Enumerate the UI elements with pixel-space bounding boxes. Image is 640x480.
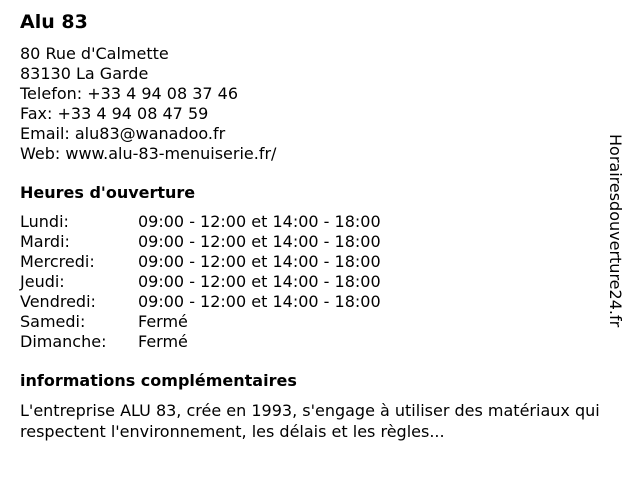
info-text: L'entreprise ALU 83, crée en 1993, s'engage à utiliser des matériaux qui respectent l'environnement, les délais et les règles...	[20, 401, 600, 441]
business-name: Alu 83	[20, 11, 88, 33]
hours-day: Mercredi:	[20, 252, 95, 271]
web-line[interactable]: Web: www.alu-83-menuiserie.fr/	[20, 144, 277, 163]
hours-day: Jeudi:	[20, 272, 65, 291]
hours-row	[20, 232, 640, 252]
hours-row	[20, 292, 640, 312]
address-street: 80 Rue d'Calmette	[20, 44, 169, 63]
address-city: 83130 La Garde	[20, 64, 149, 83]
brand-watermark: Horairesdouverture24.fr	[606, 134, 625, 328]
hours-heading: Heures d'ouverture	[20, 183, 196, 202]
hours-day: Mardi:	[20, 232, 70, 251]
hours-day: Samedi:	[20, 312, 86, 331]
hours-row	[20, 212, 640, 232]
phone-line[interactable]: Telefon: +33 4 94 08 37 46	[20, 84, 239, 103]
hours-table	[20, 212, 640, 352]
hours-time: 09:00 - 12:00 et 14:00 - 18:00	[138, 272, 381, 291]
hours-day: Lundi:	[20, 212, 69, 231]
hours-time: 09:00 - 12:00 et 14:00 - 18:00	[138, 292, 381, 311]
hours-row	[20, 312, 640, 332]
fax-line: Fax: +33 4 94 08 47 59	[20, 104, 209, 123]
hours-time: Fermé	[138, 332, 188, 351]
hours-day: Vendredi:	[20, 292, 96, 311]
email-line[interactable]: Email: alu83@wanadoo.fr	[20, 124, 226, 143]
hours-time: Fermé	[138, 312, 188, 331]
hours-row	[20, 252, 640, 272]
hours-row	[20, 332, 640, 352]
hours-time: 09:00 - 12:00 et 14:00 - 18:00	[138, 232, 381, 251]
hours-time: 09:00 - 12:00 et 14:00 - 18:00	[138, 212, 381, 231]
hours-row	[20, 272, 640, 292]
info-heading: informations complémentaires	[20, 371, 297, 390]
address-block	[20, 44, 640, 164]
hours-time: 09:00 - 12:00 et 14:00 - 18:00	[138, 252, 381, 271]
hours-day: Dimanche:	[20, 332, 107, 351]
